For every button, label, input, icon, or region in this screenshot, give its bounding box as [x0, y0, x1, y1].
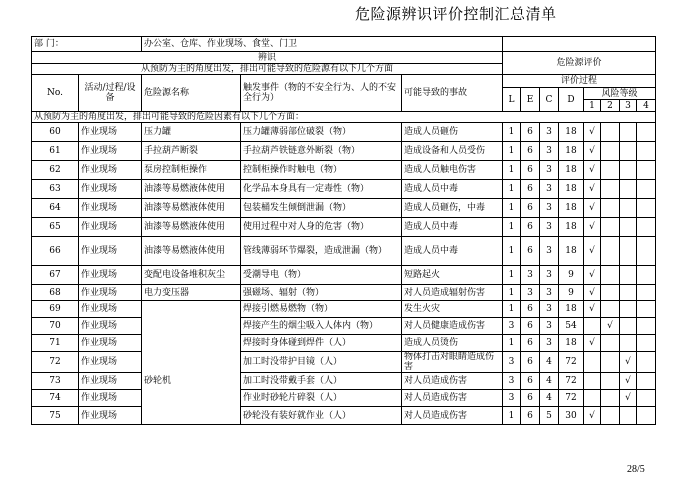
cell-accident: 对人员造成伤害 [402, 373, 503, 390]
cell-blank [601, 373, 620, 390]
cell-blank [601, 390, 620, 407]
col-header-eval-process: 评价过程 [503, 75, 656, 88]
cell-E: 3 [521, 266, 540, 285]
cell-blank [601, 352, 620, 373]
cell-L: 3 [503, 318, 521, 335]
cell-blank [620, 237, 637, 266]
cell-activity: 作业现场 [79, 142, 142, 161]
cell-D: 18 [559, 180, 584, 199]
table-row [32, 142, 656, 161]
cell-trigger: 强磁场、辐射（物） [241, 285, 402, 301]
cell-check: √ [584, 301, 601, 318]
cell-E: 6 [521, 407, 540, 425]
cell-check: √ [601, 318, 620, 335]
cell-blank [637, 218, 656, 237]
cell-E: 6 [521, 218, 540, 237]
cell-check: √ [584, 407, 601, 425]
cell-blank [637, 266, 656, 285]
cell-blank [620, 301, 637, 318]
cell-C: 3 [540, 180, 559, 199]
cell-activity: 作业现场 [79, 335, 142, 352]
cell-hazard: 油漆等易燃液体使用 [142, 180, 241, 199]
cell-trigger: 焊接产生的烟尘吸入人体内（物） [241, 318, 402, 335]
cell-blank [620, 266, 637, 285]
cell-blank [620, 161, 637, 180]
cell-trigger: 包装桶发生倾倒泄漏（物） [241, 199, 402, 218]
table-row [32, 335, 656, 352]
cell-activity: 作业现场 [79, 180, 142, 199]
cell-activity: 作业现场 [79, 352, 142, 373]
cell-hazard: 变配电设备堆积灰尘 [142, 266, 241, 285]
col-header-level-2: 2 [601, 100, 620, 112]
cell-accident: 造成人员中毒 [402, 218, 503, 237]
col-header-trigger: 触发事件（物的不安全行为、人的不安全行为） [241, 75, 402, 112]
cell-D: 72 [559, 352, 584, 373]
cell-no: 63 [32, 180, 79, 199]
cell-blank [584, 352, 601, 373]
cell-trigger: 压力罐薄弱部位破裂（物） [241, 123, 402, 142]
cell-C: 3 [540, 318, 559, 335]
cell-accident: 对人员造成伤害 [402, 390, 503, 407]
cell-E: 6 [521, 390, 540, 407]
cell-E: 6 [521, 318, 540, 335]
cell-check: √ [584, 161, 601, 180]
cell-blank [620, 123, 637, 142]
cell-trigger: 化学品本身具有一定毒性（物） [241, 180, 402, 199]
cell-blank [637, 390, 656, 407]
cell-activity: 作业现场 [79, 318, 142, 335]
cell-blank [637, 237, 656, 266]
cell-C: 3 [540, 301, 559, 318]
cell-blank [637, 318, 656, 335]
cell-D: 72 [559, 373, 584, 390]
cell-L: 1 [503, 180, 521, 199]
cell-C: 3 [540, 266, 559, 285]
cell-blank [584, 318, 601, 335]
cell-check: √ [584, 285, 601, 301]
cell-blank [637, 407, 656, 425]
cell-blank [637, 285, 656, 301]
cell-no: 60 [32, 123, 79, 142]
cell-C: 3 [540, 237, 559, 266]
cell-accident: 造成人员中毒 [402, 180, 503, 199]
cell-E: 6 [521, 161, 540, 180]
cell-C: 4 [540, 352, 559, 373]
hazard-table [31, 36, 656, 425]
cell-D: 18 [559, 142, 584, 161]
cell-blank [637, 199, 656, 218]
cell-blank [601, 237, 620, 266]
cell-blank [620, 142, 637, 161]
cell-hazard: 电力变压器 [142, 285, 241, 301]
table-row [32, 237, 656, 266]
col-header-no: No. [32, 75, 79, 112]
cell-no: 67 [32, 266, 79, 285]
cell-no: 61 [32, 142, 79, 161]
cell-trigger: 管线薄弱环节爆裂，造成泄漏（物） [241, 237, 402, 266]
cell-check: √ [584, 237, 601, 266]
cell-E: 6 [521, 180, 540, 199]
cell-L: 1 [503, 218, 521, 237]
cell-blank [637, 301, 656, 318]
cell-E: 6 [521, 352, 540, 373]
cell-D: 9 [559, 285, 584, 301]
page-number: 28/5 [627, 464, 645, 475]
cell-D: 18 [559, 237, 584, 266]
cell-trigger: 使用过程中对人身的危害（物） [241, 218, 402, 237]
cell-blank [601, 301, 620, 318]
cell-trigger: 焊接引燃易燃物（物） [241, 301, 402, 318]
cell-L: 1 [503, 285, 521, 301]
cell-D: 54 [559, 318, 584, 335]
cell-trigger: 砂轮没有装好就作业（人） [241, 407, 402, 425]
dept-value: 办公室、仓库、作业现场、食堂、门卫 [142, 37, 503, 52]
cell-activity: 作业现场 [79, 199, 142, 218]
cell-no: 70 [32, 318, 79, 335]
cell-blank [601, 180, 620, 199]
cell-E: 3 [521, 285, 540, 301]
eval-header: 危险源评价 [503, 52, 656, 75]
table-row [32, 373, 656, 390]
cell-E: 6 [521, 237, 540, 266]
cell-blank [601, 266, 620, 285]
cell-E: 6 [521, 335, 540, 352]
cell-hazard-shared [142, 352, 241, 373]
cell-blank [601, 335, 620, 352]
cell-hazard: 压力罐 [142, 123, 241, 142]
cell-no: 73 [32, 373, 79, 390]
cell-activity: 作业现场 [79, 218, 142, 237]
cell-E: 6 [521, 142, 540, 161]
cell-accident: 发生火灾 [402, 301, 503, 318]
cell-D: 18 [559, 161, 584, 180]
cell-hazard-shared [142, 407, 241, 425]
cell-accident: 造成设备和人员受伤 [402, 142, 503, 161]
table-row [32, 123, 656, 142]
cell-no: 68 [32, 285, 79, 301]
col-header-activity: 活动/过程/设备 [79, 75, 142, 112]
cell-blank [637, 373, 656, 390]
cell-activity: 作业现场 [79, 390, 142, 407]
cell-C: 3 [540, 123, 559, 142]
cell-L: 1 [503, 161, 521, 180]
dept-label: 部 门： [32, 37, 142, 52]
cell-blank [620, 285, 637, 301]
cell-no: 62 [32, 161, 79, 180]
cell-hazard: 油漆等易燃液体使用 [142, 199, 241, 218]
cell-activity: 作业现场 [79, 266, 142, 285]
cell-activity: 作业现场 [79, 285, 142, 301]
cell-no: 75 [32, 407, 79, 425]
page-title: 危险源辨识评价控制汇总清单 [355, 5, 557, 23]
cell-blank [601, 142, 620, 161]
cell-check: √ [584, 142, 601, 161]
cell-L: 1 [503, 237, 521, 266]
table-row [32, 180, 656, 199]
cell-accident: 对人员造成伤害 [402, 407, 503, 425]
cell-no: 74 [32, 390, 79, 407]
cell-L: 1 [503, 407, 521, 425]
cell-accident: 造成人员砸伤 [402, 123, 503, 142]
cell-trigger: 作业时砂轮片碎裂（人） [241, 390, 402, 407]
cell-check: √ [584, 199, 601, 218]
col-header-hazard: 危险源名称 [142, 75, 241, 112]
cell-hazard: 手拉葫芦断裂 [142, 142, 241, 161]
cell-no: 71 [32, 335, 79, 352]
cell-activity: 作业现场 [79, 237, 142, 266]
cell-check: √ [584, 266, 601, 285]
col-header-level-4: 4 [637, 100, 656, 112]
cell-trigger: 焊接时身体碰到焊件（人） [241, 335, 402, 352]
cell-check: √ [584, 123, 601, 142]
cell-activity: 作业现场 [79, 301, 142, 318]
col-header-C: C [540, 88, 559, 112]
cell-trigger: 受潮导电（物） [241, 266, 402, 285]
cell-E: 6 [521, 301, 540, 318]
table-row [32, 199, 656, 218]
cell-check: √ [584, 335, 601, 352]
cell-blank [601, 199, 620, 218]
table-row [32, 161, 656, 180]
cell-hazard-shared [142, 335, 241, 352]
cell-activity: 作业现场 [79, 373, 142, 390]
cell-E: 6 [521, 199, 540, 218]
cell-no: 69 [32, 301, 79, 318]
cell-blank [637, 352, 656, 373]
cell-activity: 作业现场 [79, 161, 142, 180]
cell-C: 3 [540, 285, 559, 301]
cell-D: 9 [559, 266, 584, 285]
cell-D: 18 [559, 123, 584, 142]
cell-check: √ [584, 218, 601, 237]
cell-blank [620, 407, 637, 425]
cell-D: 72 [559, 390, 584, 407]
cell-blank [620, 335, 637, 352]
cell-trigger: 加工时没带护目镜（人） [241, 352, 402, 373]
cell-blank [637, 123, 656, 142]
cell-check: √ [620, 390, 637, 407]
table-row [32, 285, 656, 301]
cell-D: 18 [559, 335, 584, 352]
cell-no: 65 [32, 218, 79, 237]
cell-hazard: 泵房控制柜操作 [142, 161, 241, 180]
cell-blank [620, 218, 637, 237]
cell-blank [637, 142, 656, 161]
cell-check: √ [584, 180, 601, 199]
cell-hazard-shared [142, 390, 241, 407]
cell-hazard: 油漆等易燃液体使用 [142, 218, 241, 237]
cell-C: 3 [540, 161, 559, 180]
col-header-E: E [521, 88, 540, 112]
cell-hazard-shared [142, 301, 241, 318]
col-header-risk-level: 风险等级 [584, 88, 656, 100]
cell-hazard-shared [142, 318, 241, 335]
cell-activity: 作业现场 [79, 407, 142, 425]
cell-blank [601, 407, 620, 425]
table-row [32, 318, 656, 335]
cell-no: 72 [32, 352, 79, 373]
cell-check: √ [620, 373, 637, 390]
cell-accident: 对人员健康造成伤害 [402, 318, 503, 335]
cell-blank [620, 180, 637, 199]
cell-accident: 造成人员中毒 [402, 237, 503, 266]
table-row [32, 407, 656, 425]
cell-accident: 物体打击对眼睛造成伤害 [402, 352, 503, 373]
cell-blank [601, 123, 620, 142]
cell-L: 3 [503, 390, 521, 407]
cell-accident: 造成人员烫伤 [402, 335, 503, 352]
cell-L: 1 [503, 266, 521, 285]
cell-blank [601, 218, 620, 237]
cell-L: 3 [503, 352, 521, 373]
cell-no: 64 [32, 199, 79, 218]
col-header-L: L [503, 88, 521, 112]
cell-C: 3 [540, 142, 559, 161]
preface-text: 从预防为主的角度出发，排出可能导致的危险源有以下几个方面 [32, 64, 503, 75]
cell-accident: 造成人员触电伤害 [402, 161, 503, 180]
cell-trigger: 加工时没带戴手套（人） [241, 373, 402, 390]
identify-header: 辨识 [32, 52, 503, 64]
cell-D: 18 [559, 199, 584, 218]
cell-check: √ [620, 352, 637, 373]
cell-E: 6 [521, 373, 540, 390]
cell-accident: 短路起火 [402, 266, 503, 285]
table-row [32, 301, 656, 318]
cell-D: 18 [559, 301, 584, 318]
col-header-level-1: 1 [584, 100, 601, 112]
col-header-level-3: 3 [620, 100, 637, 112]
cell-D: 30 [559, 407, 584, 425]
cell-blank [620, 318, 637, 335]
table-row [32, 218, 656, 237]
cell-C: 4 [540, 373, 559, 390]
table-row [32, 390, 656, 407]
cell-L: 1 [503, 335, 521, 352]
cell-hazard: 油漆等易燃液体使用 [142, 237, 241, 266]
cell-trigger: 控制柜操作时触电（物） [241, 161, 402, 180]
cell-no: 66 [32, 237, 79, 266]
cell-L: 1 [503, 199, 521, 218]
cell-blank [584, 390, 601, 407]
cell-trigger: 手拉葫芦铁链意外断裂（物） [241, 142, 402, 161]
cell-C: 4 [540, 390, 559, 407]
cell-L: 1 [503, 123, 521, 142]
cell-blank [637, 180, 656, 199]
cell-blank [584, 373, 601, 390]
table-row [32, 266, 656, 285]
cell-blank [601, 285, 620, 301]
cell-C: 3 [540, 199, 559, 218]
col-header-accident: 可能导致的事故 [402, 75, 503, 112]
cell-blank [637, 161, 656, 180]
col-header-D: D [559, 88, 584, 112]
cell-accident: 对人员造成辐射伤害 [402, 285, 503, 301]
cell-L: 3 [503, 373, 521, 390]
cell-activity: 作业现场 [79, 123, 142, 142]
cell-blank [620, 199, 637, 218]
cell-C: 3 [540, 218, 559, 237]
preface-factors: 从预防为主的角度出发，排出可能导致的危险因素有以下几个方面： [32, 112, 656, 123]
cell-blank [637, 335, 656, 352]
cell-C: 5 [540, 407, 559, 425]
cell-L: 1 [503, 301, 521, 318]
cell-C: 3 [540, 335, 559, 352]
table-row [32, 352, 656, 373]
cell-E: 6 [521, 123, 540, 142]
cell-accident: 造成人员砸伤，中毒 [402, 199, 503, 218]
cell-L: 1 [503, 142, 521, 161]
cell-hazard-shared: 砂轮机 [142, 373, 241, 390]
cell-blank [601, 161, 620, 180]
cell-D: 18 [559, 218, 584, 237]
